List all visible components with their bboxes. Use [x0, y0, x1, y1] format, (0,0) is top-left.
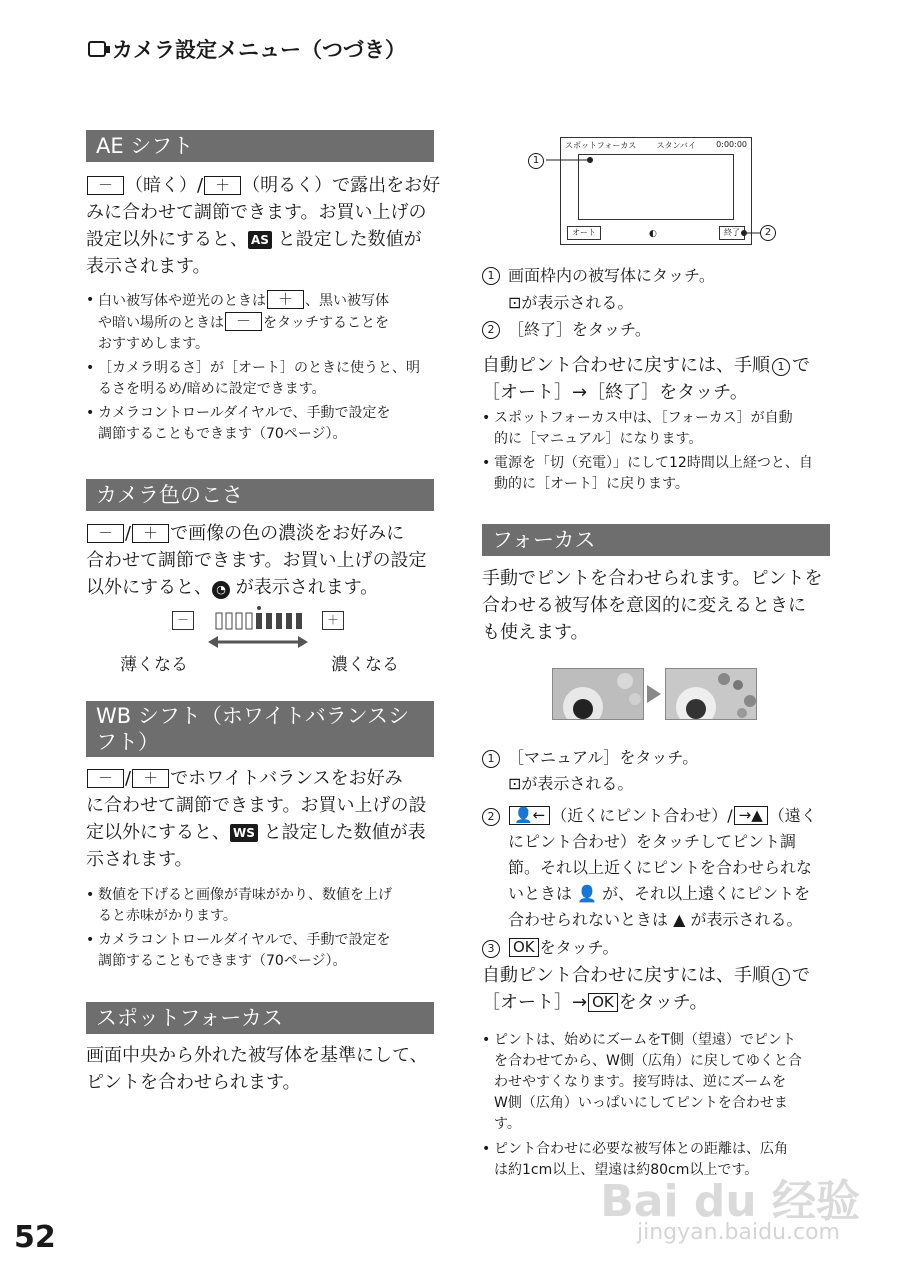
arrow-right-icon	[647, 685, 661, 703]
return-text: ［オート］→	[482, 992, 588, 1013]
note-text: るさを明るめ/暗めに設定できます。	[98, 381, 326, 397]
step-text: 画面枠内の被写体にタッチ。	[508, 266, 715, 285]
spot-focus-heading-text: スポットフォーカス	[96, 1006, 283, 1030]
step-number: 1	[482, 750, 500, 768]
as-icon: AS	[248, 231, 272, 249]
note-text: おすすめします。	[98, 336, 210, 352]
ae-shift-heading-text: AE シフト	[96, 134, 194, 158]
note-text: は約1cm以上、望遠は約80cm以上です。	[494, 1162, 759, 1178]
list-item	[86, 358, 446, 400]
ae-shift-heading	[86, 130, 434, 162]
note-text: す。	[494, 1116, 521, 1132]
lcd-standby: スタンバイ	[656, 141, 696, 150]
near-limit-icon: 👤	[577, 884, 598, 903]
slash: /	[125, 768, 132, 789]
wb-notes	[86, 885, 446, 972]
note-text: • ［カメラ明るさ］が［オート］のときに使うと、明	[98, 360, 420, 376]
color-text: 合わせて調節できます。お買い上げの設定	[86, 550, 427, 571]
focus-heading	[482, 524, 830, 556]
spot-text: 画面中央から外れた被写体を基準にして、	[86, 1045, 428, 1066]
page-header	[88, 34, 406, 64]
note-text: 、黒い被写体	[305, 293, 390, 309]
step-text: をタッチ。	[539, 938, 619, 957]
color-icon: ◔	[212, 581, 230, 599]
wb-text: 定以外にすると、	[86, 822, 230, 843]
plus-key: ＋	[204, 176, 241, 195]
color-level-scale	[206, 604, 310, 652]
note-text: 調節することもできます（70ページ）。	[98, 426, 347, 442]
callout-number: 1	[528, 153, 544, 169]
wb-text: と設定した数値が表	[263, 822, 426, 843]
ae-text: （明るく）で露出をお好	[242, 175, 441, 196]
step-text: が、それ以上遠くにピントを	[602, 884, 811, 903]
step-item	[482, 262, 842, 289]
label-darker: 濃くなる	[331, 655, 399, 675]
return-text: で	[792, 355, 810, 376]
plus-key: ＋	[132, 769, 169, 788]
ae-text: 表示されます。	[86, 256, 211, 277]
ok-key: OK	[509, 938, 539, 957]
wb-heading	[86, 701, 434, 757]
color-body	[86, 520, 446, 601]
step-text: が表示される。	[690, 910, 803, 929]
step-number: 1	[772, 968, 790, 986]
camera-icon	[88, 41, 106, 57]
watermark-logo: Bai du 经验	[600, 1176, 860, 1227]
callout-1	[528, 153, 544, 169]
list-item	[86, 930, 446, 972]
focus-text: も使えます。	[482, 622, 589, 643]
step-number: 1	[772, 358, 790, 376]
spot-text: ピントを合わせられます。	[86, 1072, 301, 1093]
step-item	[482, 316, 842, 343]
step-sub	[482, 771, 842, 797]
note-text: を合わせてから、W側（広角）に戻してゆくと合	[494, 1053, 802, 1069]
list-item	[482, 453, 842, 495]
ae-shift-notes	[86, 290, 446, 445]
color-text: で画像の色の濃淡をお好みに	[170, 523, 405, 544]
page-title: カメラ設定メニュー（つづき）	[112, 38, 406, 62]
minus-key: －	[87, 176, 124, 195]
minus-key: －	[87, 769, 124, 788]
wb-text: でホワイトバランスをお好み	[170, 768, 403, 789]
callout-number: 2	[760, 225, 776, 241]
plus-key: ＋	[267, 290, 304, 309]
wb-text: 示されます。	[86, 849, 193, 870]
step-number: 2	[482, 321, 500, 339]
photo-after	[665, 668, 757, 720]
label-lighter: 薄くなる	[120, 655, 188, 675]
wb-heading-text: フト）	[96, 730, 159, 754]
color-heading-text: カメラ色のこさ	[96, 483, 243, 507]
focus-text: 手動でピントを合わせられます。ピントを	[482, 568, 823, 589]
minus-key: －	[87, 524, 124, 543]
return-text: をタッチ。	[618, 992, 708, 1013]
focus-return	[482, 962, 842, 1016]
step-text: ［終了］をタッチ。	[508, 320, 651, 339]
note-text: わせやすくなります。接写時は、逆にズームを	[494, 1074, 787, 1090]
note-text: • 電源を「切（充電）」にして12時間以上経つと、自	[494, 455, 813, 471]
step-item	[482, 745, 842, 771]
list-item	[482, 408, 842, 450]
page-number: 52	[14, 1220, 56, 1255]
color-text: 以外にすると、	[86, 577, 212, 598]
focus-body	[482, 565, 842, 646]
scale-plus-box: ＋	[322, 611, 344, 630]
note-text: • ピント合わせに必要な被写体との距離は、広角	[494, 1141, 788, 1157]
wb-body	[86, 765, 446, 873]
note-text: • 数値を下げると画像が青味がかり、数値を上げ	[98, 887, 392, 903]
focus-text: 合わせる被写体を意図的に変えるときに	[482, 595, 806, 616]
list-item	[86, 403, 446, 445]
note-text: をタッチすることを	[263, 315, 390, 331]
color-text: が表示されます。	[235, 577, 379, 598]
return-text: で	[792, 965, 810, 986]
ae-text: みに合わせて調節できます。お買い上げの	[86, 202, 427, 223]
note-text: 動的に［オート］に戻ります。	[494, 476, 689, 492]
plus-key: ＋	[132, 524, 169, 543]
focus-far-button: →▲	[734, 806, 768, 825]
step-text: いときは	[508, 884, 573, 903]
lcd-time: 0:00:00	[716, 140, 747, 149]
manual-focus-icon: ⊡	[508, 774, 522, 793]
note-text: • スポットフォーカス中は、［フォーカス］が自動	[494, 410, 793, 426]
scale-minus-box: －	[172, 611, 194, 630]
step-text: にピント合わせ）をタッチしてピント調	[508, 832, 797, 851]
lcd-end-button: 終了	[719, 226, 745, 240]
minus-key: －	[225, 312, 262, 331]
lcd-focus-frame	[578, 154, 734, 220]
ae-shift-body	[86, 172, 446, 280]
far-limit-icon: ▲	[673, 910, 686, 929]
step-text: （遠く	[768, 806, 817, 825]
focus-steps	[482, 745, 842, 961]
step-item	[482, 935, 842, 961]
ws-icon: WS	[230, 824, 258, 842]
ok-key: OK	[588, 993, 618, 1012]
step-text: （近くにピント合わせ）/	[551, 806, 733, 825]
note-text: 的に［マニュアル］になります。	[494, 431, 703, 447]
watermark-url: jingyan.baidu.com	[636, 1220, 840, 1245]
spot-notes	[482, 408, 842, 495]
step-text: 合わせられないときは	[508, 910, 669, 929]
note-text: W側（広角）いっぱいにしてピントを合わせま	[494, 1095, 788, 1111]
spot-steps	[482, 262, 842, 343]
step-text: が表示される。	[521, 774, 634, 793]
lcd-auto-button: オート	[567, 226, 601, 240]
ae-text: 設定以外にすると、	[86, 229, 248, 250]
note-text: • ピントは、始めにズームをT側（望遠）でピント	[494, 1032, 796, 1048]
wb-heading-text: WB シフト（ホワイトバランスシ	[96, 704, 410, 728]
note-text: 調節することもできます（70ページ）。	[98, 953, 347, 969]
spot-focus-heading	[86, 1002, 434, 1034]
note-text: ると赤味がかります。	[98, 908, 237, 924]
note-text: や暗い場所のときは	[98, 315, 224, 331]
step-sub	[482, 289, 842, 316]
step-number: 3	[482, 940, 500, 958]
ae-text: と設定した数値が	[277, 229, 422, 250]
ae-text: （暗く）/	[125, 175, 204, 196]
manual-focus-icon: ⊡	[508, 293, 522, 312]
spot-return	[482, 352, 842, 406]
step-number: 2	[482, 808, 500, 826]
step-item	[482, 803, 842, 933]
step-text: ［マニュアル］をタッチ。	[508, 748, 699, 767]
lcd-title: スポットフォーカス	[565, 141, 637, 150]
spot-focus-body	[86, 1042, 446, 1096]
list-item	[482, 1030, 842, 1135]
photo-before	[552, 668, 644, 720]
note-text: 白い被写体や逆光のときは	[98, 293, 266, 309]
focus-near-button: 👤←	[509, 806, 550, 825]
focus-notes	[482, 1030, 842, 1181]
return-text: 自動ピント合わせに戻すには、手順	[482, 965, 770, 986]
step-number: 1	[482, 267, 500, 285]
list-item	[86, 290, 446, 355]
step-text: が表示される。	[521, 293, 634, 312]
slash: /	[125, 523, 132, 544]
wb-text: に合わせて調節できます。お買い上げの設	[86, 795, 427, 816]
note-text: • カメラコントロールダイヤルで、手動で設定を	[98, 932, 391, 948]
focus-indicator-icon: ◐	[649, 229, 657, 239]
note-text: • カメラコントロールダイヤルで、手動で設定を	[98, 405, 391, 421]
step-text: 節。それ以上近くにピントを合わせられな	[508, 858, 813, 877]
callout-2	[760, 225, 776, 241]
color-heading	[86, 479, 434, 511]
list-item	[86, 885, 446, 927]
return-text: 自動ピント合わせに戻すには、手順	[482, 355, 770, 376]
focus-heading-text: フォーカス	[492, 528, 596, 552]
return-text: ［オート］→［終了］をタッチ。	[482, 382, 748, 403]
